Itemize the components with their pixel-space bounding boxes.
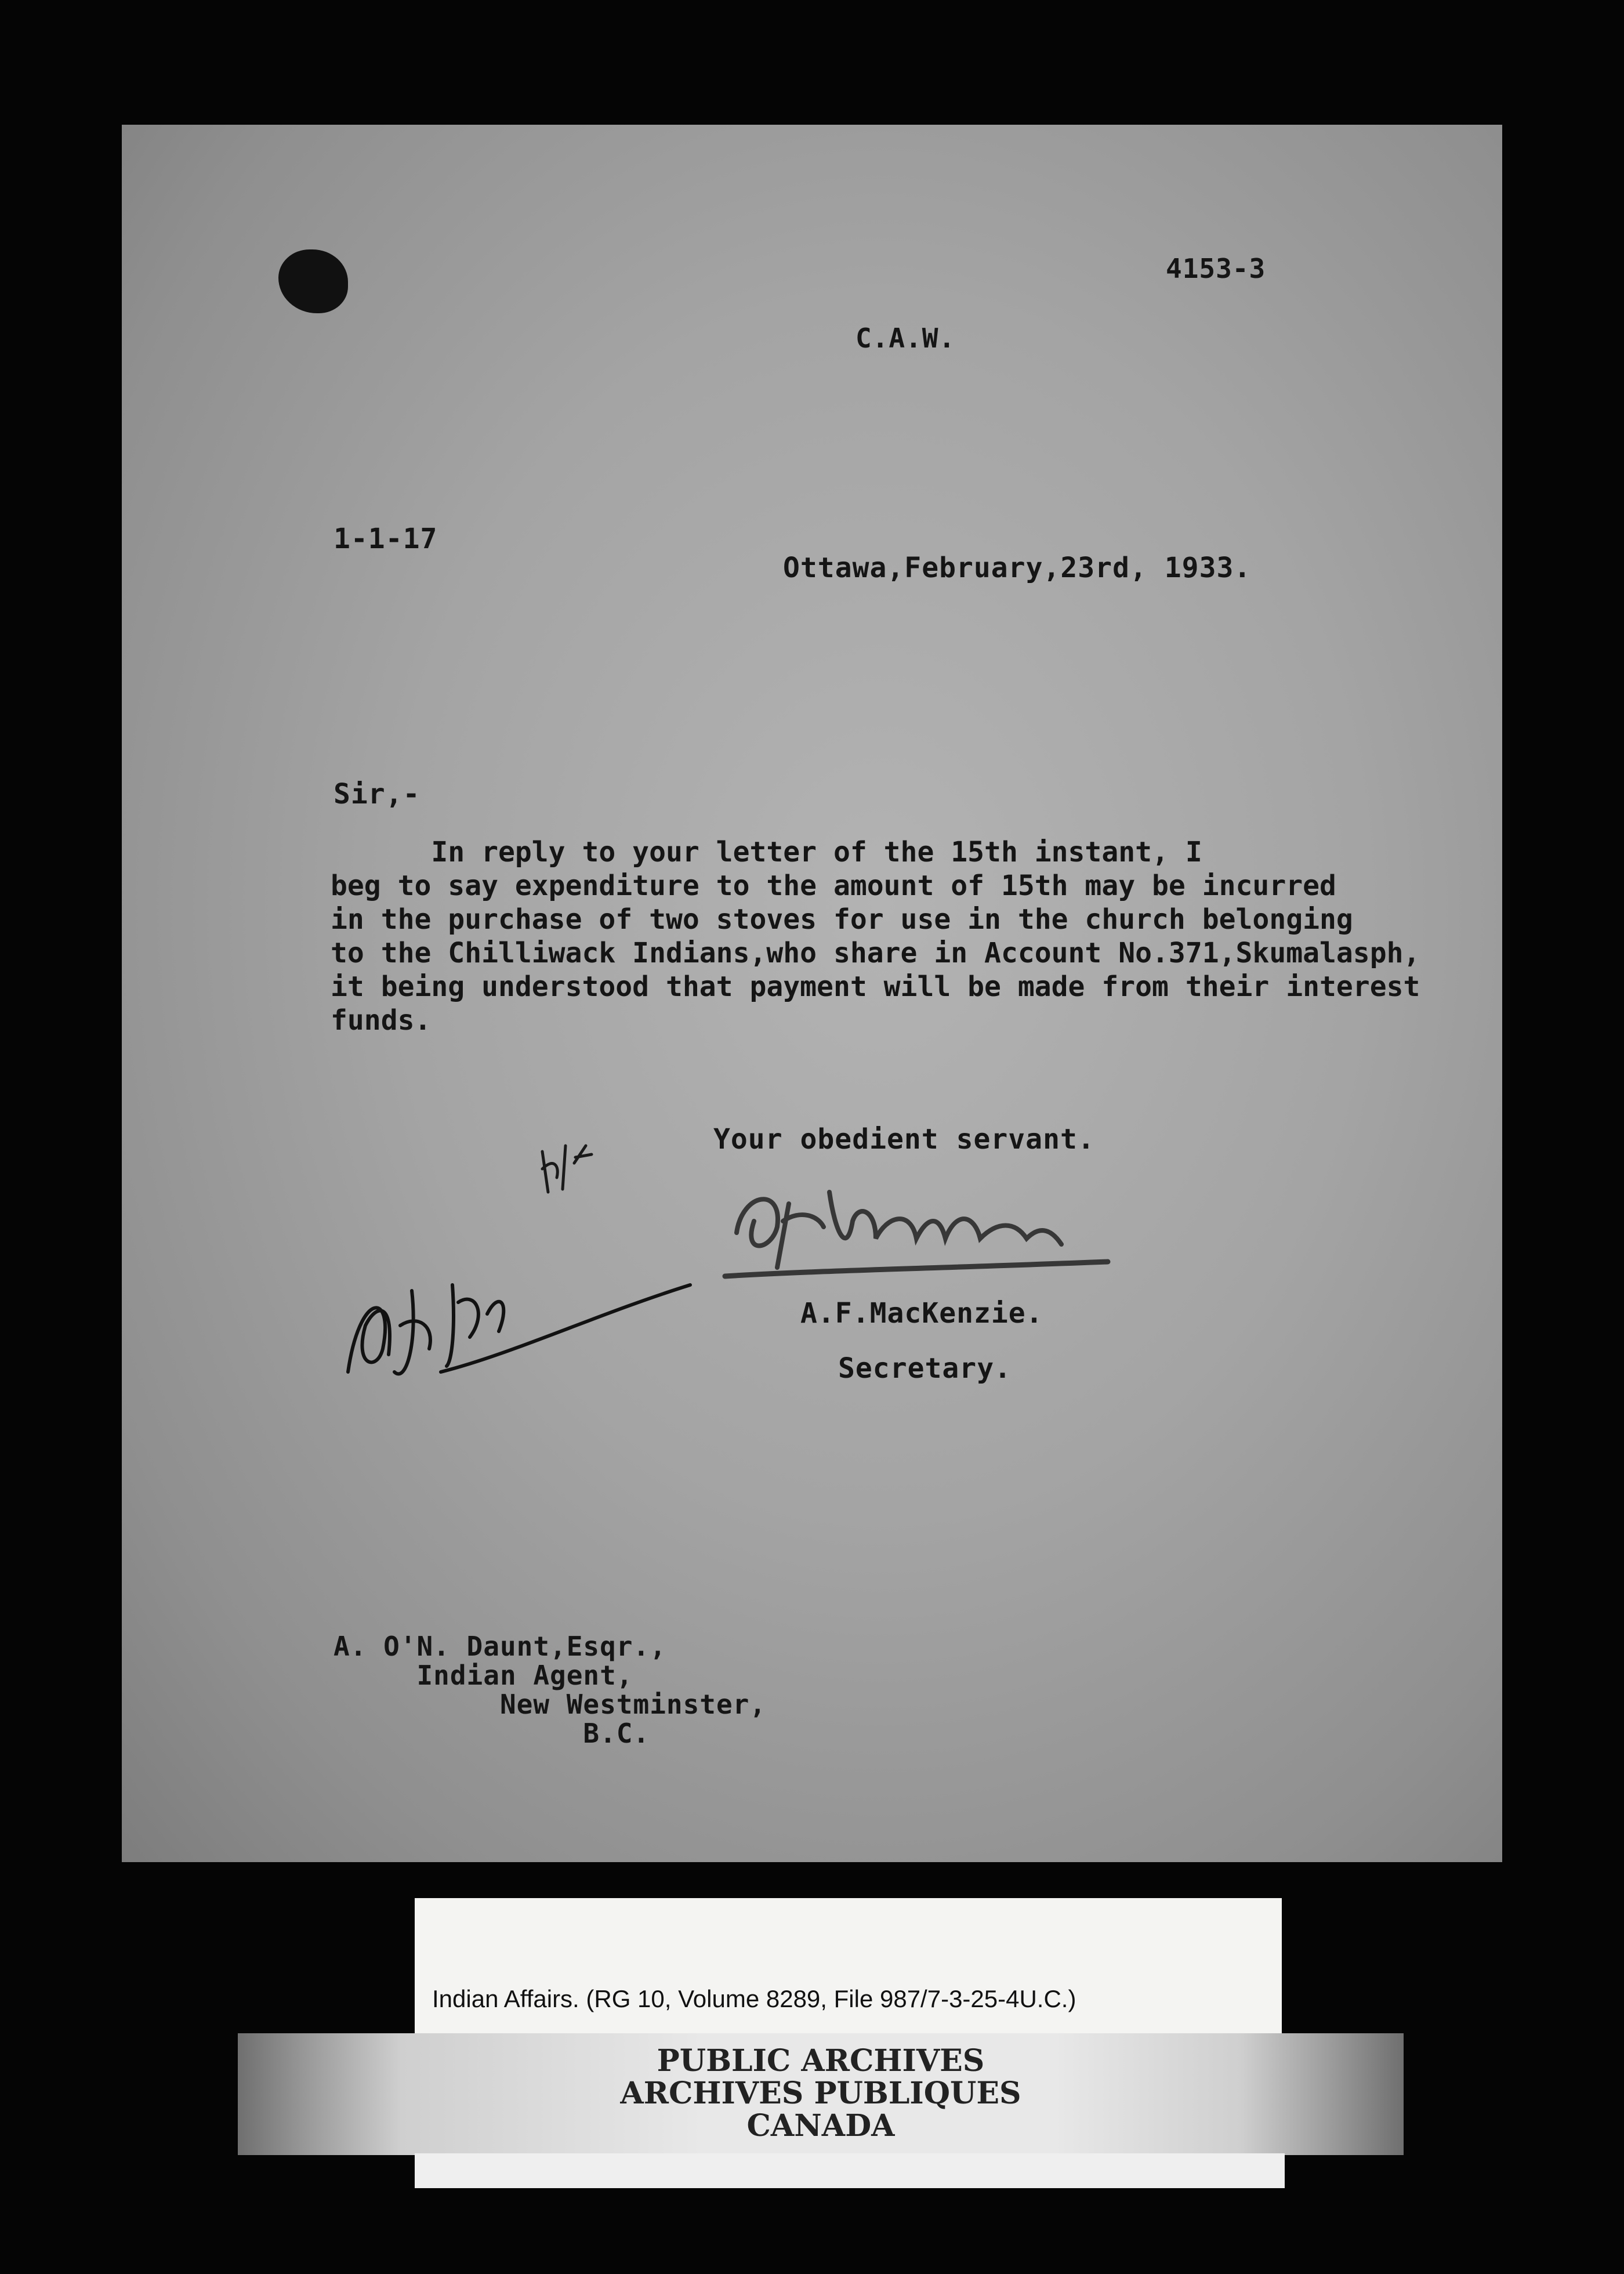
- archive-caption: Indian Affairs. (RG 10, Volume 8289, File 987/7-3-25-4U.C.): [432, 1985, 1076, 2012]
- date-line: Ottawa,February,23rd, 1933.: [783, 552, 1252, 584]
- letter-page: [122, 125, 1502, 1862]
- file-number: 4153-3: [1166, 253, 1266, 284]
- signer-name: A.F.MacKenzie.: [800, 1297, 1043, 1330]
- archive-caption-label: [415, 1898, 1282, 2037]
- body-line: it being understood that payment will be made from their interest: [331, 971, 1420, 1003]
- addressee-line: Indian Agent,: [334, 1660, 633, 1691]
- closing: Your obedient servant.: [713, 1123, 1095, 1156]
- addressee-line: A. O'N. Daunt,Esqr.,: [334, 1631, 666, 1662]
- bottom-mount-edge: [415, 2153, 1285, 2188]
- handwritten-initials: [534, 1134, 603, 1204]
- initials-top: C.A.W.: [855, 323, 956, 354]
- stamp-line: ARCHIVES PUBLIQUES: [620, 2076, 1021, 2111]
- body-line: beg to say expenditure to the amount of 15th may be incurred: [331, 870, 1336, 902]
- addressee-line: New Westminster,: [334, 1689, 767, 1720]
- stamp-line: PUBLIC ARCHIVES: [657, 2043, 985, 2079]
- stamp-line: CANADA: [746, 2108, 895, 2143]
- handwritten-signature: [702, 1152, 1143, 1302]
- body-line: funds.: [331, 1004, 432, 1037]
- archive-stamp-strip: [238, 2033, 1404, 2155]
- signer-title: Secretary.: [838, 1352, 1012, 1385]
- body-line: in the purchase of two stoves for use in the church belonging: [331, 903, 1353, 936]
- reference-number: 1-1-17: [334, 523, 438, 555]
- salutation: Sir,-: [334, 778, 420, 810]
- body-line: In reply to your letter of the 15th instant, I: [331, 836, 1202, 868]
- body-line: to the Chilliwack Indians,who share in Account No.371,Skumalasph,: [331, 937, 1420, 969]
- paper-hole: [278, 249, 348, 313]
- letter-body: [331, 835, 1479, 1037]
- handwritten-monogram: [336, 1268, 742, 1389]
- addressee-line: B.C.: [334, 1718, 650, 1749]
